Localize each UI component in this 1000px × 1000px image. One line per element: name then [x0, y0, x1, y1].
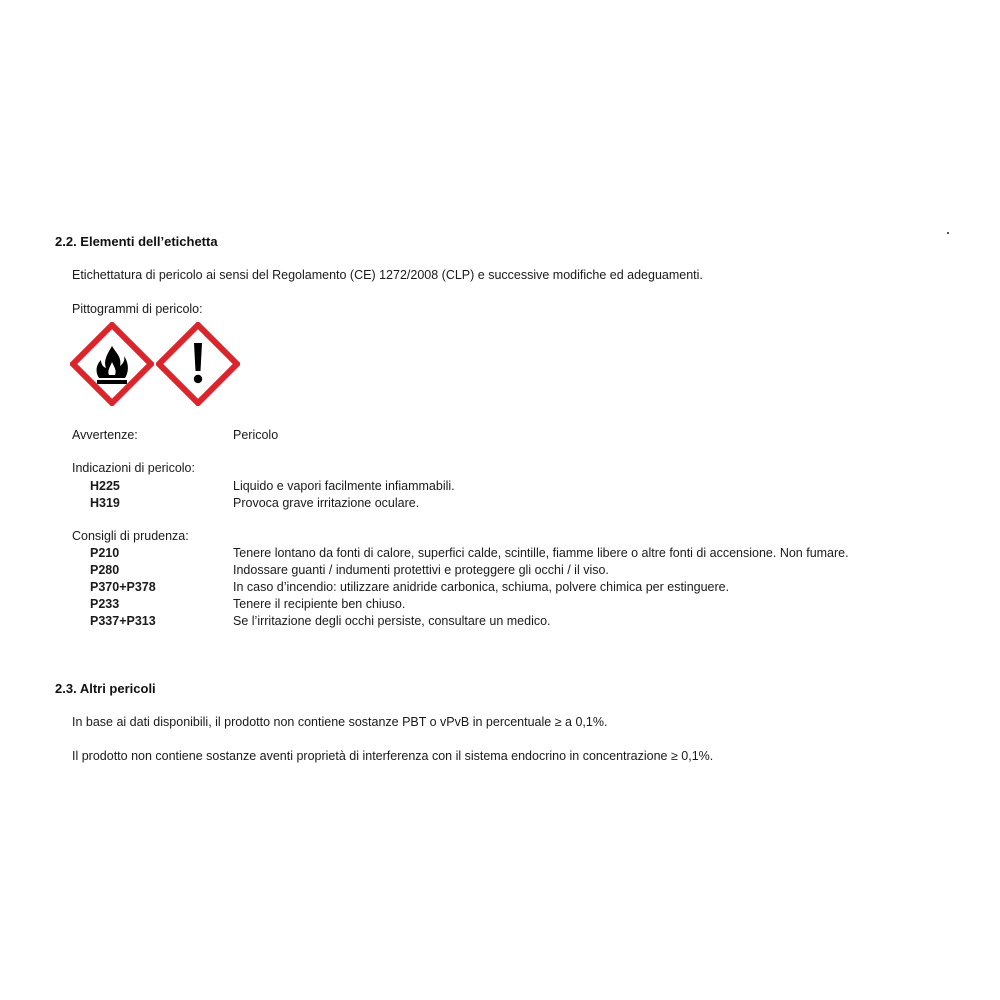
hazard-statements-label: Indicazioni di pericolo: [72, 461, 195, 475]
precaution-text: Indossare guanti / indumenti protettivi e proteggere gli occhi / il viso. [233, 563, 609, 577]
precaution-code: P210 [90, 546, 120, 560]
precautionary-statements-label: Consigli di prudenza: [72, 529, 189, 543]
ghs07-exclamation-icon [156, 322, 240, 406]
precaution-code: P233 [90, 597, 120, 611]
pictograms-label: Pittogrammi di pericolo: [72, 302, 203, 316]
precaution-text: Se l’irritazione degli occhi persiste, consultare un medico. [233, 614, 551, 628]
section-2-3-title: 2.3. Altri pericoli [55, 681, 156, 696]
precaution-text: In caso d’incendio: utilizzare anidride carbonica, schiuma, polvere chimica per estinguere. [233, 580, 730, 594]
endocrine-paragraph: Il prodotto non contiene sostanze aventi proprietà di interferenza con il sistema endocrino in concentrazione ≥ 0,1%. [72, 749, 714, 763]
precaution-text: Tenere lontano da fonti di calore, superfici calde, scintille, fiamme libere o altre fonti di accensione. Non fumare. [233, 546, 849, 560]
precaution-code: P280 [90, 563, 120, 577]
signal-word-value: Pericolo [233, 428, 279, 442]
precaution-code: P370+P378 [90, 580, 156, 594]
hazard-code: H319 [90, 496, 120, 510]
section-2-2-title: 2.2. Elementi dell’etichetta [55, 234, 218, 249]
hazard-code: H225 [90, 479, 120, 493]
hazard-text: Provoca grave irritazione oculare. [233, 496, 420, 510]
stray-mark [947, 232, 949, 234]
labelling-intro: Etichettatura di pericolo ai sensi del Regolamento (CE) 1272/2008 (CLP) e successive modifiche ed adeguamenti. [72, 268, 703, 282]
other-hazards-paragraph: In base ai dati disponibili, il prodotto non contiene sostanze PBT o vPvB in percentuale ≥ a 0,1%. [72, 715, 608, 729]
precaution-code: P337+P313 [90, 614, 156, 628]
precaution-text: Tenere il recipiente ben chiuso. [233, 597, 406, 611]
hazard-text: Liquido e vapori facilmente infiammabili. [233, 479, 455, 493]
ghs02-flame-icon [70, 322, 154, 406]
signal-word-label: Avvertenze: [72, 428, 138, 442]
